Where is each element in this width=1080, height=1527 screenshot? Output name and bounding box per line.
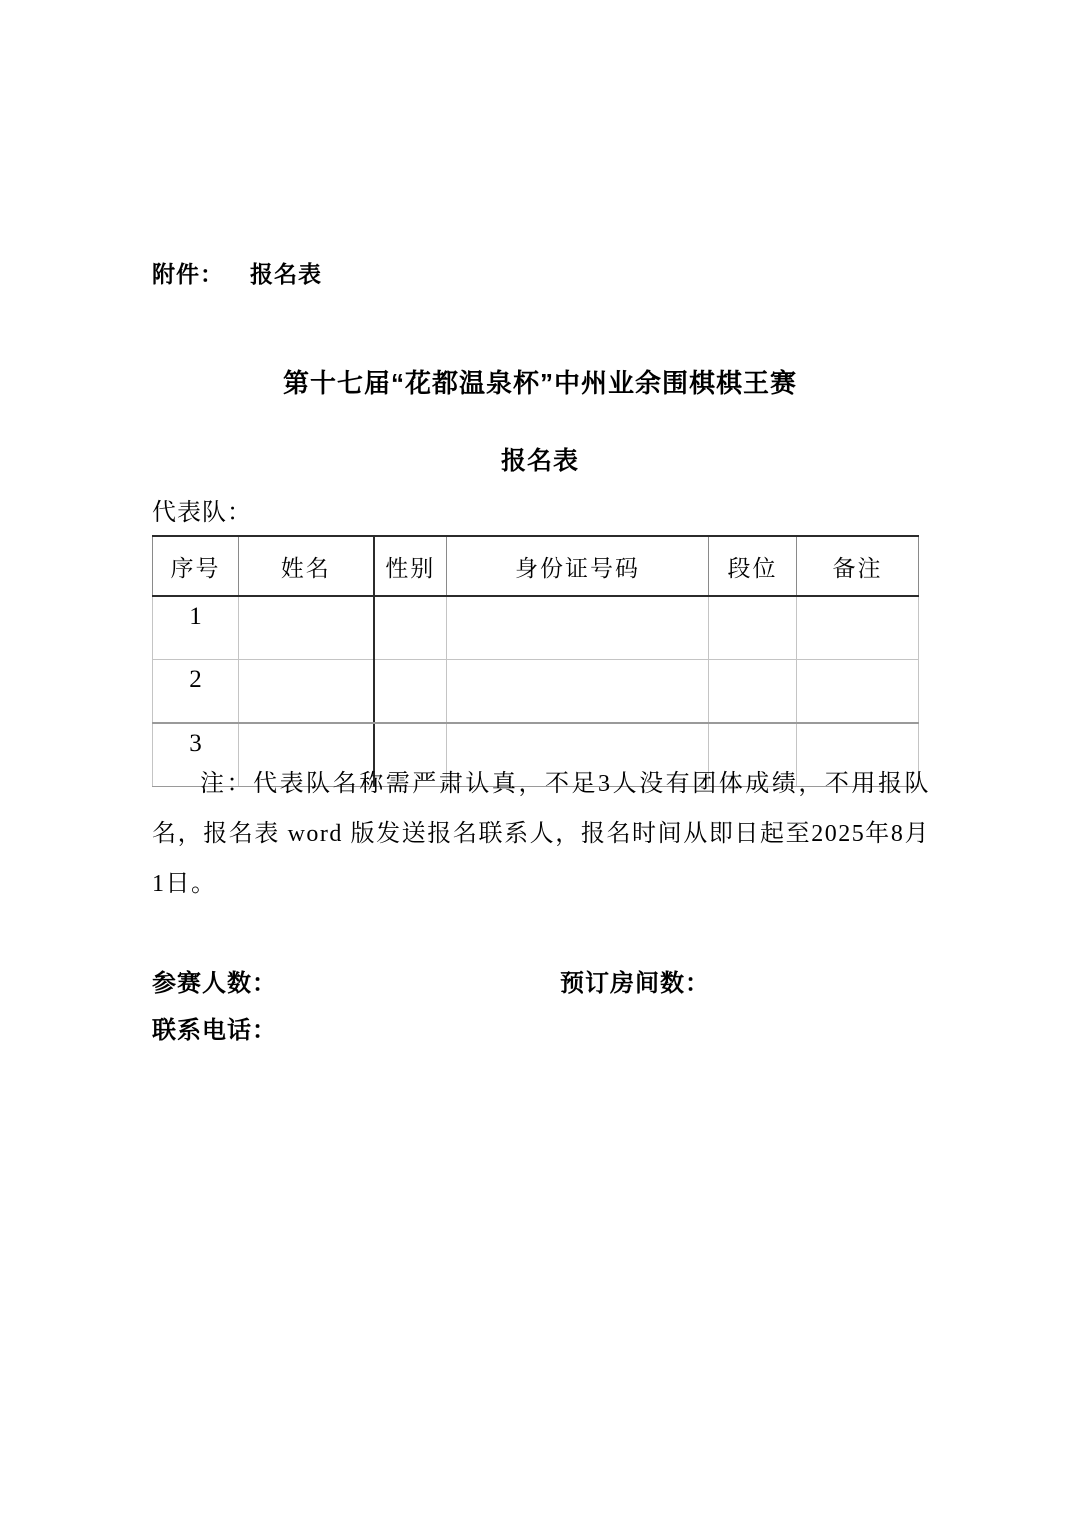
header-cell-id-number: 身份证号码 xyxy=(447,536,709,596)
document-title: 第十七届“花都温泉杯”中州业余围棋棋王赛 xyxy=(282,368,797,398)
cell-no: 1 xyxy=(153,596,239,660)
cell-no: 3 xyxy=(153,723,239,787)
header-cell-remark: 备注 xyxy=(797,536,919,596)
header-cell-gender: 性别 xyxy=(374,536,447,596)
rooms-label: 预订房间数： xyxy=(560,971,710,997)
table-row-1 xyxy=(153,596,919,660)
cell-remark xyxy=(797,660,919,724)
cell-no: 2 xyxy=(153,660,239,724)
team-label: 代表队： xyxy=(152,500,252,526)
attachment-line xyxy=(152,256,322,289)
footer-row xyxy=(152,963,710,998)
header-cell-dan: 段位 xyxy=(709,536,797,596)
note-paragraph: 注：代表队名称需严肃认真，不足3人没有团体成绩，不用报队名，报名表 word 版发送报名联系人，报名时间从即日起至2025年8月1日。 xyxy=(152,771,930,897)
cell-dan xyxy=(709,660,797,724)
attachment-label: 附件： xyxy=(152,262,224,287)
cell-name xyxy=(239,660,374,724)
cell-id-number xyxy=(447,660,709,724)
document-subtitle: 报名表 xyxy=(500,447,579,475)
cell-remark xyxy=(797,596,919,660)
header-cell-name: 姓名 xyxy=(239,536,374,596)
attachment-value: 报名表 xyxy=(250,262,322,287)
registration-table xyxy=(152,535,919,787)
cell-gender xyxy=(374,660,447,724)
cell-id-number xyxy=(447,596,709,660)
cell-dan xyxy=(709,596,797,660)
cell-name xyxy=(239,596,374,660)
cell-gender xyxy=(374,596,447,660)
table-row-2 xyxy=(153,660,919,724)
header-cell-no: 序号 xyxy=(153,536,239,596)
phone-label: 联系电话： xyxy=(152,1018,277,1044)
participants-label: 参赛人数： xyxy=(152,971,277,997)
table-header-row xyxy=(153,536,919,596)
